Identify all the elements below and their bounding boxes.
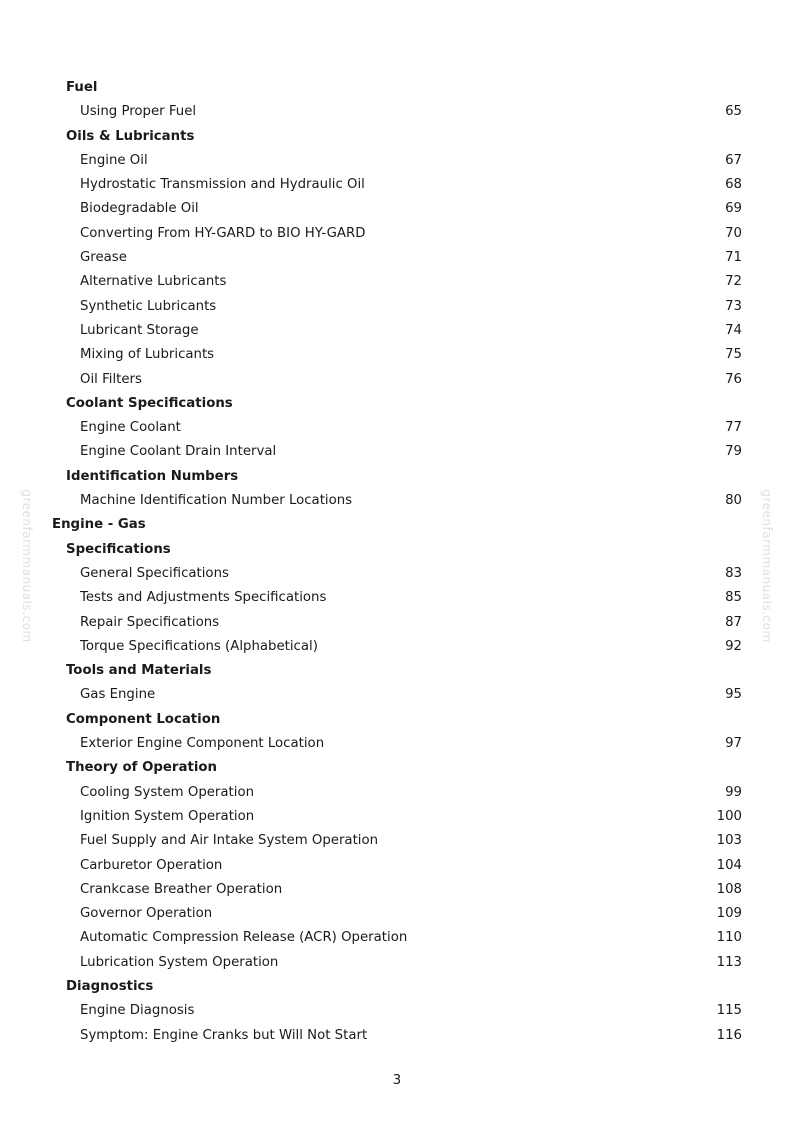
watermark-right: greenfarmmanuals.com — [760, 489, 774, 643]
toc-title: Fuel — [66, 80, 98, 95]
toc-title: Alternative Lubricants — [80, 274, 227, 290]
toc-section — [0, 659, 794, 683]
toc-page-number: 113 — [716, 954, 742, 970]
toc-title: Diagnostics — [66, 978, 154, 994]
toc-entry[interactable] — [0, 100, 794, 124]
toc-title: Oil Filters — [80, 371, 142, 387]
toc-entry[interactable] — [0, 173, 794, 197]
toc-title: Exterior Engine Component Location — [80, 736, 325, 752]
toc-title: Symptom: Engine Cranks but Will Not Start — [80, 1027, 368, 1043]
toc-page-number: 110 — [716, 930, 742, 946]
toc-page-number: 69 — [725, 201, 742, 217]
toc-entry[interactable] — [0, 295, 794, 319]
toc-entry[interactable] — [0, 902, 794, 926]
toc-title: Theory of Operation — [66, 760, 217, 776]
toc-section — [0, 76, 794, 100]
toc-page-number: 79 — [725, 444, 742, 460]
toc-page-number: 83 — [725, 565, 742, 581]
toc-title: Engine Coolant — [80, 420, 181, 436]
toc-title: Oils & Lubricants — [66, 128, 195, 144]
toc-entry[interactable] — [0, 197, 794, 221]
toc-entry[interactable] — [0, 683, 794, 707]
toc-title: Hydrostatic Transmission and Hydraulic Oil — [80, 177, 365, 193]
toc-page-number: 115 — [716, 1003, 742, 1019]
toc-page-number: 95 — [725, 687, 742, 703]
toc-title: Lubricant Storage — [80, 322, 199, 338]
toc-entry[interactable] — [0, 611, 794, 635]
toc-title: Machine Identification Number Locations — [80, 493, 353, 509]
toc-title: Automatic Compression Release (ACR) Operation — [80, 930, 408, 946]
toc-page-number: 109 — [716, 906, 742, 922]
toc-title: Crankcase Breather Operation — [80, 881, 283, 897]
toc-title: Ignition System Operation — [80, 808, 255, 824]
toc-page-number: 71 — [725, 250, 742, 266]
toc-page-number: 73 — [725, 298, 742, 314]
toc-title: Tests and Adjustments Specifications — [80, 590, 327, 606]
toc-entry[interactable] — [0, 951, 794, 975]
toc-entry[interactable] — [0, 854, 794, 878]
toc-section — [0, 538, 794, 562]
toc-entry[interactable] — [0, 781, 794, 805]
toc-page-number: 77 — [725, 420, 742, 436]
toc-section — [0, 708, 794, 732]
toc-entry[interactable] — [0, 440, 794, 464]
toc-section — [0, 975, 794, 999]
toc-page-number: 100 — [716, 808, 742, 824]
toc-entry[interactable] — [0, 489, 794, 513]
toc-entry[interactable] — [0, 805, 794, 829]
toc-page-number: 72 — [725, 274, 742, 290]
toc-page-number: 116 — [716, 1027, 742, 1043]
toc-entry[interactable] — [0, 732, 794, 756]
toc-title: Fuel Supply and Air Intake System Operation — [80, 833, 379, 849]
toc-entry[interactable] — [0, 635, 794, 659]
toc-title: Biodegradable Oil — [80, 201, 199, 217]
toc-title: Carburetor Operation — [80, 857, 223, 873]
toc-page-number: 92 — [725, 638, 742, 654]
toc-title: Repair Specifications — [80, 614, 220, 630]
toc-page-number: 75 — [725, 347, 742, 363]
toc-page-number: 104 — [716, 857, 742, 873]
toc-page-number: 67 — [725, 152, 742, 168]
toc-entry[interactable] — [0, 416, 794, 440]
toc-entry[interactable] — [0, 319, 794, 343]
toc-entry[interactable] — [0, 562, 794, 586]
toc-title: Component Location — [66, 711, 221, 727]
toc-title: Identification Numbers — [66, 468, 239, 484]
toc-title: Cooling System Operation — [80, 784, 255, 800]
table-of-contents — [0, 76, 794, 1048]
toc-title: General Specifications — [80, 565, 229, 581]
toc-entry[interactable] — [0, 343, 794, 367]
toc-entry[interactable] — [0, 222, 794, 246]
toc-title: Engine Oil — [80, 152, 148, 168]
toc-page-number: 108 — [716, 881, 742, 897]
toc-title: Lubrication System Operation — [80, 954, 279, 970]
toc-title: Synthetic Lubricants — [80, 298, 217, 314]
toc-entry[interactable] — [0, 999, 794, 1023]
toc-section — [0, 756, 794, 780]
toc-page-number: 87 — [725, 614, 742, 630]
toc-title: Tools and Materials — [66, 663, 212, 679]
toc-entry[interactable] — [0, 829, 794, 853]
toc-section — [0, 465, 794, 489]
toc-title: Using Proper Fuel — [80, 104, 197, 120]
toc-page-number: 70 — [725, 225, 742, 241]
toc-page-number: 85 — [725, 590, 742, 606]
toc-entry[interactable] — [0, 926, 794, 950]
toc-title: Gas Engine — [80, 687, 156, 703]
toc-section — [0, 392, 794, 416]
toc-page-number: 97 — [725, 736, 742, 752]
toc-page-number: 76 — [725, 371, 742, 387]
toc-page-number: 65 — [725, 104, 742, 120]
page-number: 3 — [392, 1073, 402, 1088]
toc-entry[interactable] — [0, 1024, 794, 1048]
toc-entry[interactable] — [0, 246, 794, 270]
toc-entry[interactable] — [0, 368, 794, 392]
toc-page-number: 74 — [725, 322, 742, 338]
toc-page-number: 80 — [725, 493, 742, 509]
toc-title: Engine Coolant Drain Interval — [80, 444, 277, 460]
toc-chapter — [0, 513, 794, 537]
toc-title: Coolant Specifications — [66, 395, 233, 411]
toc-section — [0, 125, 794, 149]
watermark-left: greenfarmmanuals.com — [20, 489, 34, 643]
toc-page-number: 103 — [716, 833, 742, 849]
toc-entry[interactable] — [0, 878, 794, 902]
toc-entry[interactable] — [0, 270, 794, 294]
toc-title: Mixing of Lubricants — [80, 347, 215, 363]
toc-title: Converting From HY-GARD to BIO HY-GARD — [80, 225, 366, 241]
toc-entry[interactable] — [0, 586, 794, 610]
toc-title: Engine - Gas — [52, 517, 146, 533]
toc-entry[interactable] — [0, 149, 794, 173]
toc-title: Torque Specifications (Alphabetical) — [80, 638, 318, 654]
toc-title: Grease — [80, 250, 127, 266]
toc-page-number: 68 — [725, 177, 742, 193]
toc-title: Governor Operation — [80, 906, 213, 922]
toc-page-number: 99 — [725, 784, 742, 800]
toc-title: Engine Diagnosis — [80, 1003, 195, 1019]
toc-title: Specifications — [66, 541, 171, 557]
